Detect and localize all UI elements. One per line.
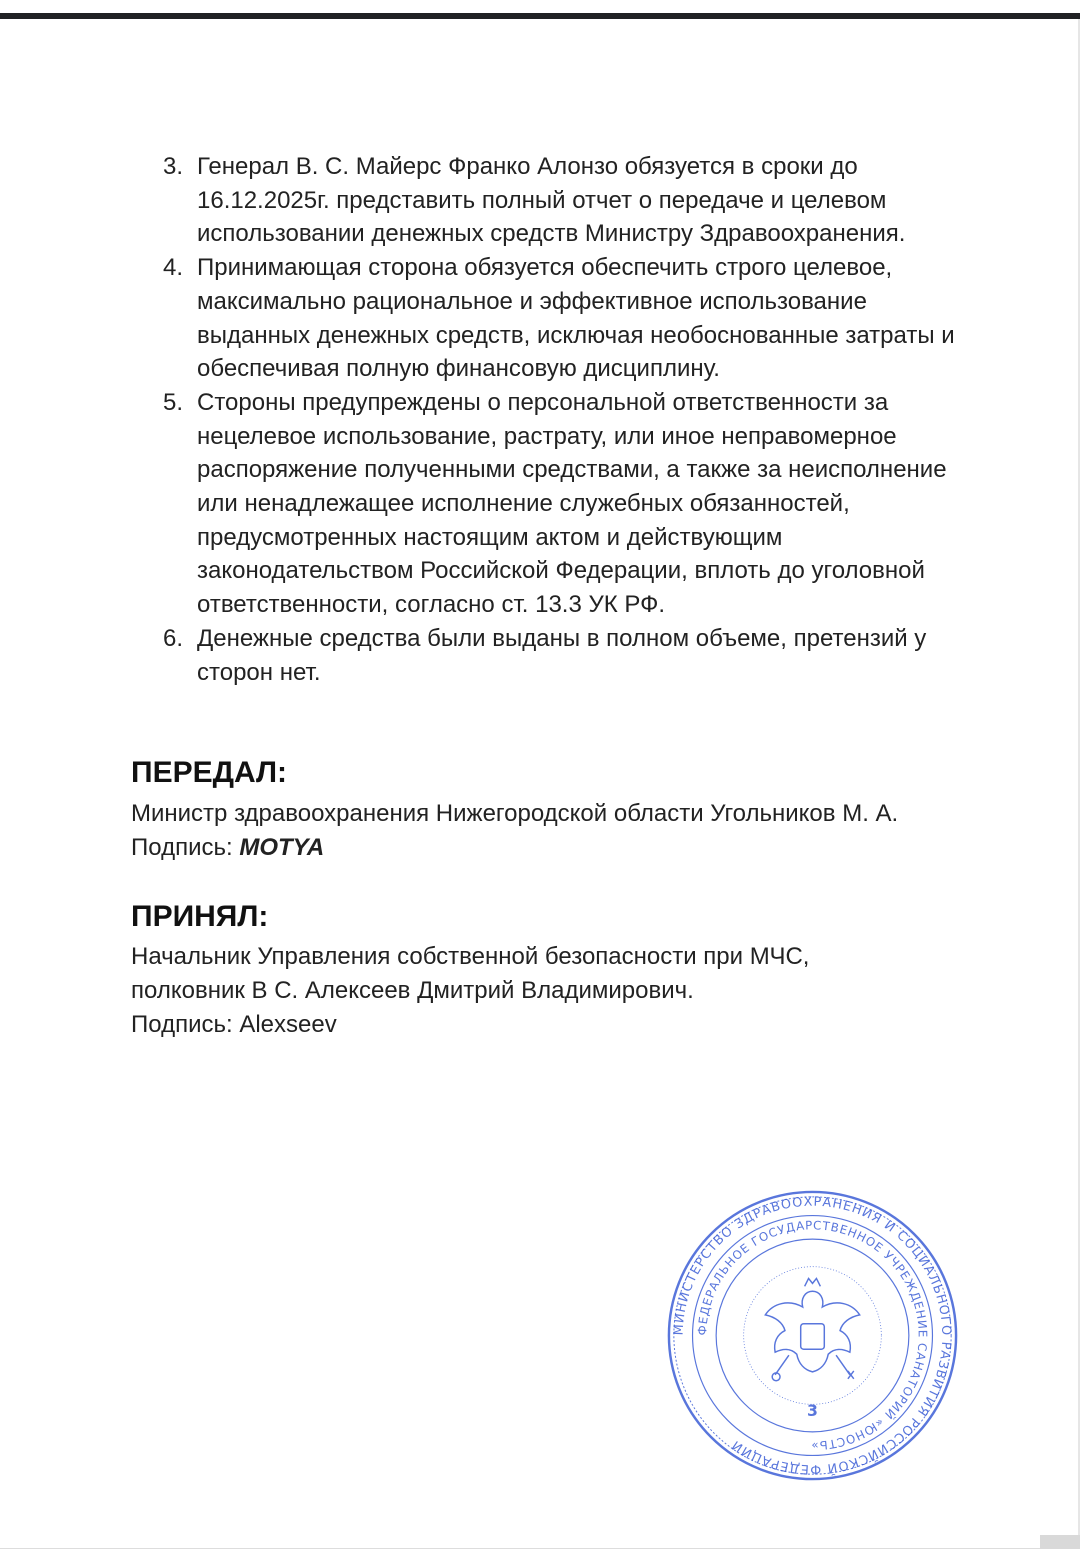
transferred-signature: MOTYA	[239, 834, 325, 861]
clause-item	[163, 622, 963, 689]
clause-text: Стороны предупреждены о персональной ответственности за нецелевое использование, растрату, или иное неправомерное распоряжение полученными средствами, а также за неисполнение или ненадлежащее исполнение служебных обязанностей, предусмотренных настоящим актом и действующим законодательством Российской Федерации, вплоть до уголовной ответственности, согласно ст. 13.3 УК РФ.	[197, 388, 947, 619]
clause-text: Денежные средства были выданы в полном объеме, претензий у сторон нет.	[197, 624, 927, 686]
page-corner	[1040, 1535, 1080, 1549]
clause-text: Генерал В. С. Майерс Франко Алонзо обязуется в сроки до 16.12.2025г. представить полный отчет о передаче и целевом использовании денежных средств Министру Здравоохранения.	[197, 153, 906, 248]
transferred-heading: ПЕРЕДАЛ:	[131, 756, 288, 789]
received-signature: Alexseev	[239, 1011, 337, 1038]
svg-text:МИНИСТЕРСТВО ЗДРАВООХРАНЕНИЯ И	[672, 1195, 954, 1477]
received-person: полковник В С. Алексеев Дмитрий Владимирович.	[131, 977, 694, 1004]
clause-item	[163, 251, 963, 386]
received-heading: ПРИНЯЛ:	[131, 900, 269, 933]
received-block	[131, 940, 1011, 1042]
act-clauses-list	[163, 150, 963, 689]
received-signature-line	[131, 1008, 1011, 1042]
clause-text: Принимающая сторона обязуется обеспечить строго целевое, максимально рациональное и эффективное использование выданных денежных средств, исключая необоснованные затраты и обеспечивая полную финансовую дисциплину.	[197, 254, 955, 383]
official-stamp	[665, 1188, 960, 1483]
stamp-number: 3	[807, 1401, 818, 1421]
clause-item	[163, 150, 963, 251]
transferred-signature-line	[131, 831, 1011, 865]
transferred-block	[131, 797, 1011, 865]
stamp-outer-text: МИНИСТЕРСТВО ЗДРАВООХРАНЕНИЯ И СОЦИАЛЬНОГО РАЗВИТИЯ РОССИЙСКОЙ ФЕДЕРАЦИИ	[671, 1194, 954, 1477]
received-position: Начальник Управления собственной безопасности при МЧС,	[131, 943, 810, 970]
eagle-emblem-icon	[765, 1278, 859, 1380]
clause-number: 4.	[163, 254, 184, 282]
signature-label: Подпись:	[131, 1011, 233, 1038]
top-border	[0, 13, 1080, 19]
clause-number: 6.	[163, 624, 184, 652]
transferred-person: Министр здравоохранения Нижегородской области Угольников М. А.	[131, 800, 899, 827]
clause-number: 3.	[163, 153, 184, 180]
clause-item	[163, 386, 963, 622]
signature-label: Подпись:	[131, 834, 233, 861]
stamp-inner-text: ФЕДЕРАЛЬНОЕ ГОСУДАРСТВЕННОЕ УЧРЕЖДЕНИЕ САНАТОРИЙ «ЮНОСТЬ»	[695, 1218, 930, 1453]
clause-number: 5.	[163, 388, 184, 416]
